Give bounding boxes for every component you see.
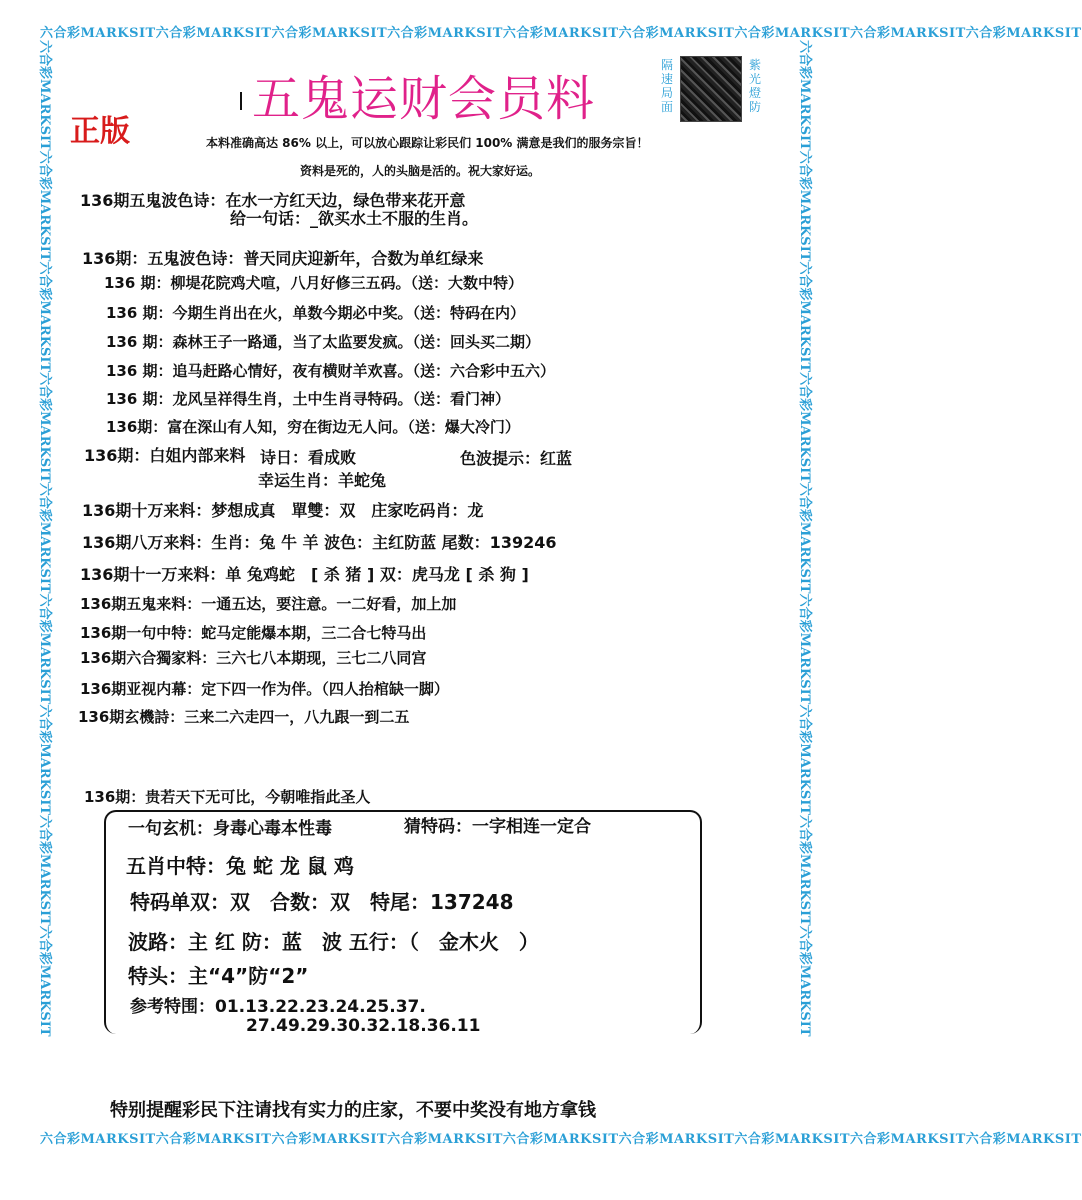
section-100k-source: 136期十万来料：梦想成真 單雙：双 庄家吃码肖：龙 <box>82 501 484 520</box>
section-wugui-source: 136期五鬼来料：一通五达，要注意。一二好看，加上加 <box>80 595 457 613</box>
box-wave-path: 波路：主 红 防：蓝 波 五行：（ 金木火 ） <box>128 930 539 954</box>
top-border-text: 六合彩MARKSIT六合彩MARKSIT六合彩MARKSIT六合彩MARKSIT六合彩MARKSIT六合彩MARKSIT六合彩MARKSIT六合彩MARKSIT六合彩MARKSIT <box>40 26 1082 41</box>
section-color-hint: 色波提示：红蓝 <box>460 449 573 468</box>
side-label-right: 紫光燈防 <box>748 58 761 114</box>
poem-line-2: 136 期：今期生肖出在火，单数今期必中奖。（送：特码在内） <box>106 304 526 322</box>
left-border-text: 六合彩MARKSIT六合彩MARKSIT六合彩MARKSIT六合彩MARKSIT六合彩MARKSIT六合彩MARKSIT六合彩MARKSIT六合彩MARKSIT六合彩MARKSIT <box>37 40 52 1037</box>
box-guess-code: 猜特码：一字相连一定合 <box>404 817 591 837</box>
box-head-number: 特头：主“4”防“2” <box>128 964 309 988</box>
poem-line-1: 136 期：柳堤花院鸡犬喧，八月好修三五码。（送：大数中特） <box>104 274 524 292</box>
section-wugui-poem: 136期五鬼波色诗：在水一方红天边，绿色带来花开意 <box>80 191 466 210</box>
left-border <box>37 40 58 1130</box>
box-odd-even: 特码单双：双 合数：双 特尾：137248 <box>130 890 514 914</box>
section-baijie-poem: 诗日：看成败 <box>260 448 357 467</box>
section-wugui-hint: 给一句话：_欲买水土不服的生肖。 <box>230 209 479 228</box>
section-atv-insider: 136期亚视内幕：定下四一作为伴。（四人抬棺缺一脚） <box>80 680 449 698</box>
section-baijie-source: 136期：白姐内部来料 <box>84 446 246 465</box>
box-mystic-line: 一句玄机：身毒心毒本性毒 <box>128 819 332 839</box>
section-one-line: 136期一句中特：蛇马定能爆本期，三二合七特马出 <box>80 624 427 642</box>
box-five-zodiac: 五肖中特：兔 蛇 龙 鼠 鸡 <box>126 854 354 878</box>
header-line-2: 资料是死的，人的头脑是活的。祝大家好运。 <box>300 164 541 178</box>
authentic-stamp: 正版 <box>70 114 130 149</box>
side-label-left: 隔速局面 <box>660 58 673 114</box>
poem-line-4: 136 期：追马赶路心情好，夜有横财羊欢喜。（送：六合彩中五六） <box>106 362 556 380</box>
qr-code-image <box>680 56 742 122</box>
section-80k-source: 136期八万来料：生肖：兔 牛 羊 波色：主红防蓝 尾数：139246 <box>82 533 557 552</box>
bottom-border-text: 六合彩MARKSIT六合彩MARKSIT六合彩MARKSIT六合彩MARKSIT六合彩MARKSIT六合彩MARKSIT六合彩MARKSIT六合彩MARKSIT六合彩MARKSIT <box>40 1132 1082 1147</box>
box-reference-1: 参考特围：01.13.22.23.24.25.37. <box>130 997 426 1017</box>
right-border-text: 六合彩MARKSIT六合彩MARKSIT六合彩MARKSIT六合彩MARKSIT六合彩MARKSIT六合彩MARKSIT六合彩MARKSIT六合彩MARKSIT六合彩MARKSIT <box>797 40 812 1037</box>
section-lucky-zodiac: 幸运生肖：羊蛇兔 <box>258 471 387 490</box>
section-exclusive: 136期六合獨家料：三六七八本期现，三七二八同宫 <box>80 649 427 667</box>
poem-line-5: 136 期：龙风呈祥得生肖，土中生肖寻特码。（送：看门神） <box>106 390 511 408</box>
poem-line-3: 136 期：森林王子一路通，当了太监要发疯。（送：回头买二期） <box>106 333 541 351</box>
page-title: 五鬼运财会员料 <box>252 71 596 127</box>
header-line-1: 本料准确高达 86% 以上，可以放心跟踪让彩民们 100% 满意是我们的服务宗旨！ <box>206 136 649 150</box>
title-divider <box>240 92 242 110</box>
section-saint: 136期：贵若天下无可比，今朝唯指此圣人 <box>84 788 371 806</box>
right-border <box>797 40 818 1130</box>
box-reference-2: 27.49.29.30.32.18.36.11 <box>246 1016 481 1036</box>
poem-line-6: 136期：富在深山有人知，穷在街边无人问。（送：爆大冷门） <box>106 418 520 436</box>
footer-reminder: 特别提醒彩民下注请找有实力的庄家，不要中奖没有地方拿钱 <box>110 1100 596 1121</box>
section-110k-source: 136期十一万来料：单 兔鸡蛇 [ 杀 猪 ] 双：虎马龙 [ 杀 狗 ] <box>80 565 529 584</box>
section-mystic-poem: 136期玄機詩：三来二六走四一，八九跟一到二五 <box>78 708 410 726</box>
section-wave-poem: 136期：五鬼波色诗：普天同庆迎新年，合数为单红绿来 <box>82 249 484 268</box>
